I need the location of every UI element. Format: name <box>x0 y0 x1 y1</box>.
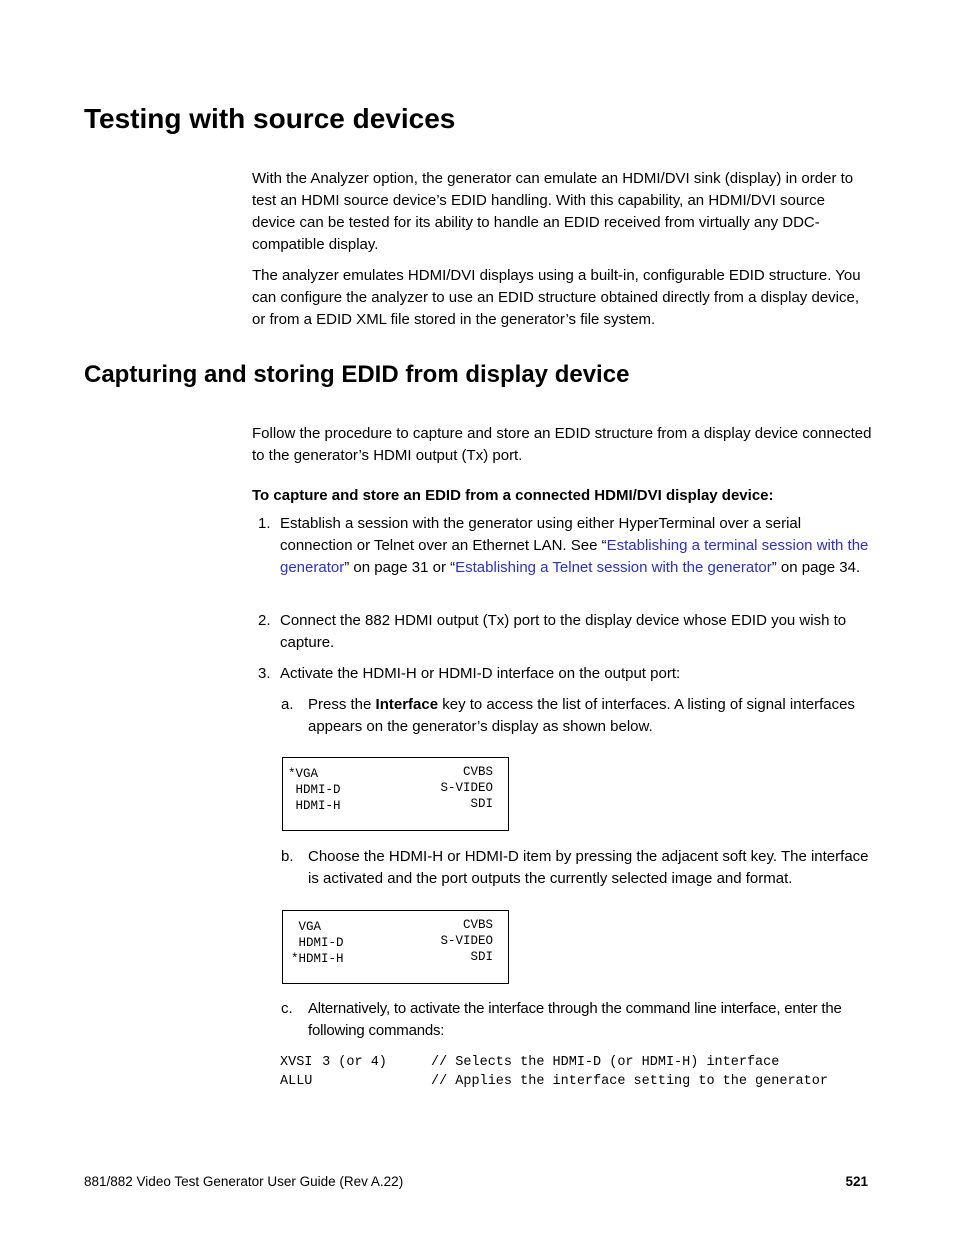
substep-a-text-a: Press the <box>308 696 376 713</box>
substep-b-text: Choose the HDMI-H or HDMI-D item by pressing the adjacent soft key. The interface is activated and the port outputs the currently selected image and format. <box>308 848 869 887</box>
lcd1-left-2: HDMI-D <box>288 783 341 797</box>
substep-b-label: b. <box>281 848 294 865</box>
lcd1-left-3: HDMI-H <box>288 799 341 813</box>
section-heading: Capturing and storing EDID from display device <box>84 361 630 388</box>
step-2-number: 2. <box>258 612 271 629</box>
page-heading: Testing with source devices <box>84 103 456 134</box>
section-paragraph: Follow the procedure to capture and store an EDID structure from a display device connected to the generator’s HDMI output (Tx) port. <box>252 425 872 464</box>
substep-c-label: c. <box>281 1000 293 1017</box>
code-comment-1: // Selects the HDMI-D (or HDMI-H) interface <box>431 1055 780 1070</box>
procedure-title: To capture and store an EDID from a connected HDMI/DVI display device: <box>252 487 774 504</box>
step-3-text: Activate the HDMI-H or HDMI-D interface on the output port: <box>280 665 681 682</box>
lcd1-right-2: S-VIDEO <box>440 781 493 795</box>
lcd2-left-2: HDMI-D <box>291 936 344 950</box>
step-1-text-c: ” on page 34. <box>771 559 861 576</box>
step-2-text: Connect the 882 HDMI output (Tx) port to the display device whose EDID you wish to capture. <box>280 612 847 651</box>
intro-paragraph-1: With the Analyzer option, the generator can emulate an HDMI/DVI sink (display) in order to test an HDMI source device’s EDID handling. With this capability, an HDMI/DVI source device can be tested for its ability to handle an EDID received from virtually any DDC-compatible display. <box>252 170 854 253</box>
lcd2-right-1: CVBS <box>462 918 493 932</box>
lcd2-right-3: SDI <box>470 950 493 964</box>
lcd1-right-1: CVBS <box>462 765 493 779</box>
step-3-number: 3. <box>258 665 271 682</box>
lcd2-left-1: VGA <box>291 920 322 934</box>
page-number: 521 <box>845 1174 868 1189</box>
link-telnet-session[interactable]: Establishing a Telnet session with the generator <box>455 559 772 576</box>
substep-c-text: Alternatively, to activate the interface through the command line interface, enter the following commands: <box>308 1000 842 1039</box>
code-command-2: ALLU <box>280 1074 313 1089</box>
lcd-display-2 <box>282 910 509 984</box>
lcd2-left-3: *HDMI-H <box>291 952 344 966</box>
lcd1-left-1: *VGA <box>288 767 319 781</box>
lcd2-right-2: S-VIDEO <box>440 934 493 948</box>
substep-a-label: a. <box>281 696 294 713</box>
code-comment-2: // Applies the interface setting to the generator <box>431 1074 828 1089</box>
lcd1-right-3: SDI <box>470 797 493 811</box>
footer-title: 881/882 Video Test Generator User Guide (Rev A.22) <box>84 1174 404 1189</box>
step-1-text <box>280 513 872 579</box>
interface-key-label: Interface <box>375 696 439 713</box>
lcd-display-1 <box>282 757 509 831</box>
link-terminal-session[interactable]: Establishing a terminal session with the generator <box>280 537 869 576</box>
substep-a-text <box>308 694 872 738</box>
step-1-text-a: Establish a session with the generator using either HyperTerminal over a serial connection or Telnet over an Ethernet LAN. See “ <box>280 515 802 554</box>
code-args-1: 3 (or 4) <box>314 1055 387 1070</box>
step-1-text-b: ” on page 31 or “ <box>344 559 456 576</box>
substep-a-text-b: key to access the list of interfaces. A listing of signal interfaces appears on the generator’s display as shown below. <box>308 696 855 735</box>
code-command-1: XVSI <box>280 1055 313 1070</box>
intro-paragraph-2: The analyzer emulates HDMI/DVI displays using a built-in, configurable EDID structure. You can configure the analyzer to use an EDID structure obtained directly from a display device, or from a EDID XML file stored in the generator’s file system. <box>252 267 861 328</box>
step-1-number: 1. <box>258 515 271 532</box>
